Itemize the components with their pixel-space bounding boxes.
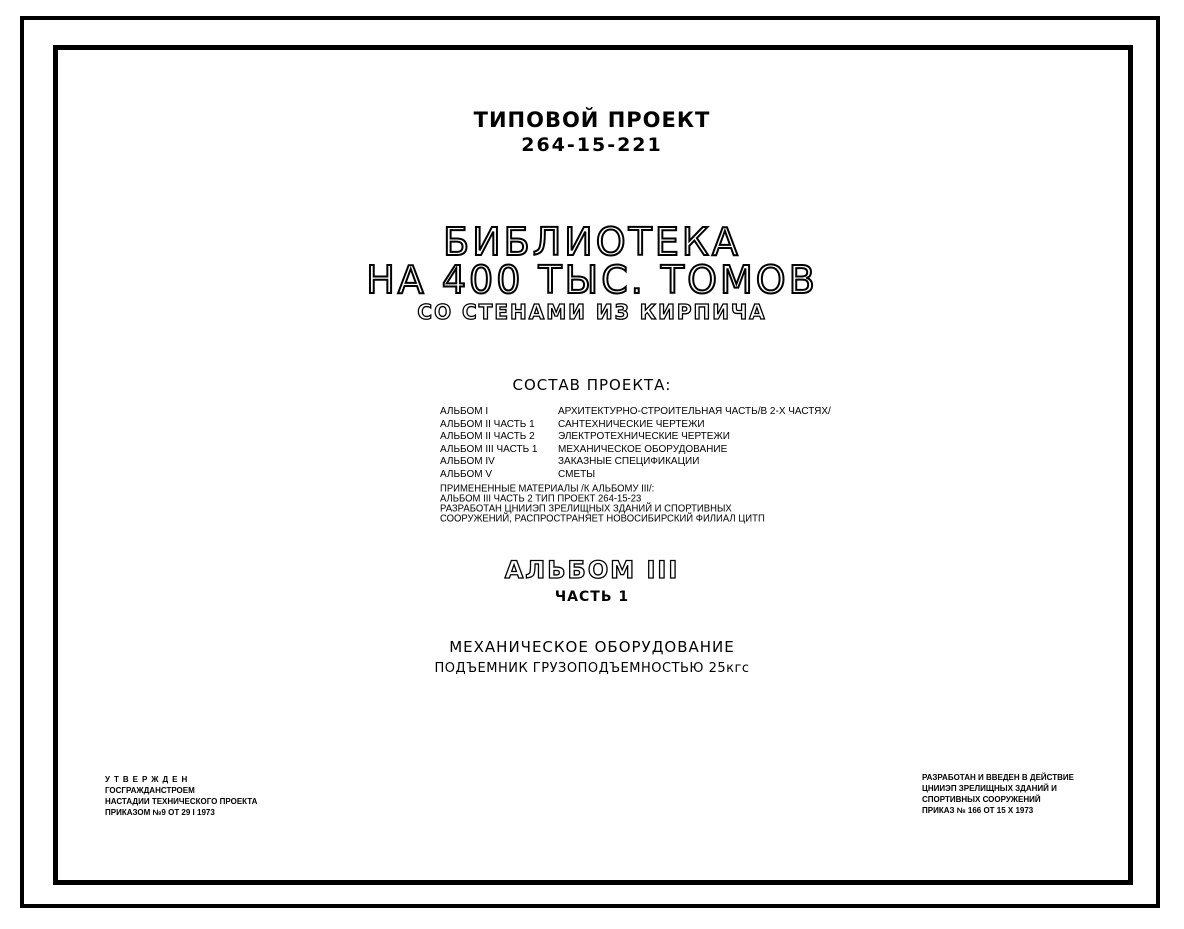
- applied-line: РАЗРАБОТАН ЦНИИЭП ЗРЕЛИЩНЫХ ЗДАНИЙ И СПОРТИВНЫХ: [440, 502, 732, 515]
- title-line-2: НА 400 ТЫС. ТОМОВ: [366, 258, 818, 302]
- album-name: АЛЬБОМ II ЧАСТЬ 2: [440, 431, 535, 442]
- applied-line: СООРУЖЕНИЙ, РАСПРОСТРАНЯЕТ НОВОСИБИРСКИЙ ФИЛИАЛ ЦИТП: [440, 512, 765, 525]
- developer-note: [922, 772, 1074, 816]
- composition-heading: СОСТАВ ПРОЕКТА:: [512, 376, 672, 394]
- album-description: ЭЛЕКТРОТЕХНИЧЕСКИЕ ЧЕРТЕЖИ: [558, 431, 730, 442]
- album-name: АЛЬБОМ I: [440, 406, 489, 417]
- developer-line: РАЗРАБОТАН И ВВЕДЕН В ДЕЙСТВИЕ: [922, 773, 1074, 782]
- album-name: АЛЬБОМ V: [440, 468, 493, 480]
- album-part: ЧАСТЬ 1: [554, 589, 630, 605]
- album-description: ЗАКАЗНЫЕ СПЕЦИФИКАЦИИ: [558, 456, 700, 467]
- applied-line: АЛЬБОМ III ЧАСТЬ 2 ТИП ПРОЕКТ 264-15-23: [440, 492, 642, 505]
- applied-line: ПРИМЕНЕННЫЕ МАТЕРИАЛЫ /К АЛЬБОМУ III/:: [440, 482, 655, 495]
- developer-line: СПОРТИВНЫХ СООРУЖЕНИЙ: [922, 795, 1041, 804]
- developer-line: ЦНИИЭП ЗРЕЛИЩНЫХ ЗДАНИЙ И: [922, 784, 1057, 793]
- applied-materials: [440, 484, 765, 524]
- album-name: АЛЬБОМ III ЧАСТЬ 1: [440, 443, 538, 455]
- album-name: АЛЬБОМ II ЧАСТЬ 1: [440, 418, 535, 430]
- title-line-3: СО СТЕНАМИ ИЗ КИРПИЧА: [417, 300, 767, 324]
- project-label: ТИПОВОЙ ПРОЕКТ: [473, 108, 711, 132]
- approval-line: УТВЕРЖДЕН: [105, 775, 192, 784]
- title-line-1: БИБЛИОТЕКА: [443, 220, 741, 264]
- project-number: 264-15-221: [521, 134, 663, 156]
- subject-line-1: МЕХАНИЧЕСКОЕ ОБОРУДОВАНИЕ: [449, 638, 735, 656]
- album-description: САНТЕХНИЧЕСКИЕ ЧЕРТЕЖИ: [558, 418, 705, 430]
- album-description: АРХИТЕКТУРНО-СТРОИТЕЛЬНАЯ ЧАСТЬ/В 2-Х ЧАСТЯХ/: [558, 406, 831, 417]
- developer-line: ПРИКАЗ № 166 ОТ 15 Х 1973: [922, 806, 1034, 815]
- album-description: МЕХАНИЧЕСКОЕ ОБОРУДОВАНИЕ: [558, 443, 728, 455]
- album-description: СМЕТЫ: [558, 468, 596, 480]
- approval-line: НАСТАДИИ ТЕХНИЧЕСКОГО ПРОЕКТА: [105, 797, 258, 806]
- subject-line-2: ПОДЪЕМНИК ГРУЗОПОДЪЕМНОСТЬЮ 25кгс: [434, 661, 750, 676]
- album-name: АЛЬБОМ IV: [440, 456, 495, 467]
- approval-stamp: [105, 774, 257, 818]
- album-title: АЛЬБОМ III: [504, 556, 680, 584]
- approval-line: ПРИКАЗОМ №9 ОТ 29 I 1973: [105, 808, 215, 817]
- approval-line: ГОСГРАЖДАНСТРОЕМ: [105, 786, 195, 795]
